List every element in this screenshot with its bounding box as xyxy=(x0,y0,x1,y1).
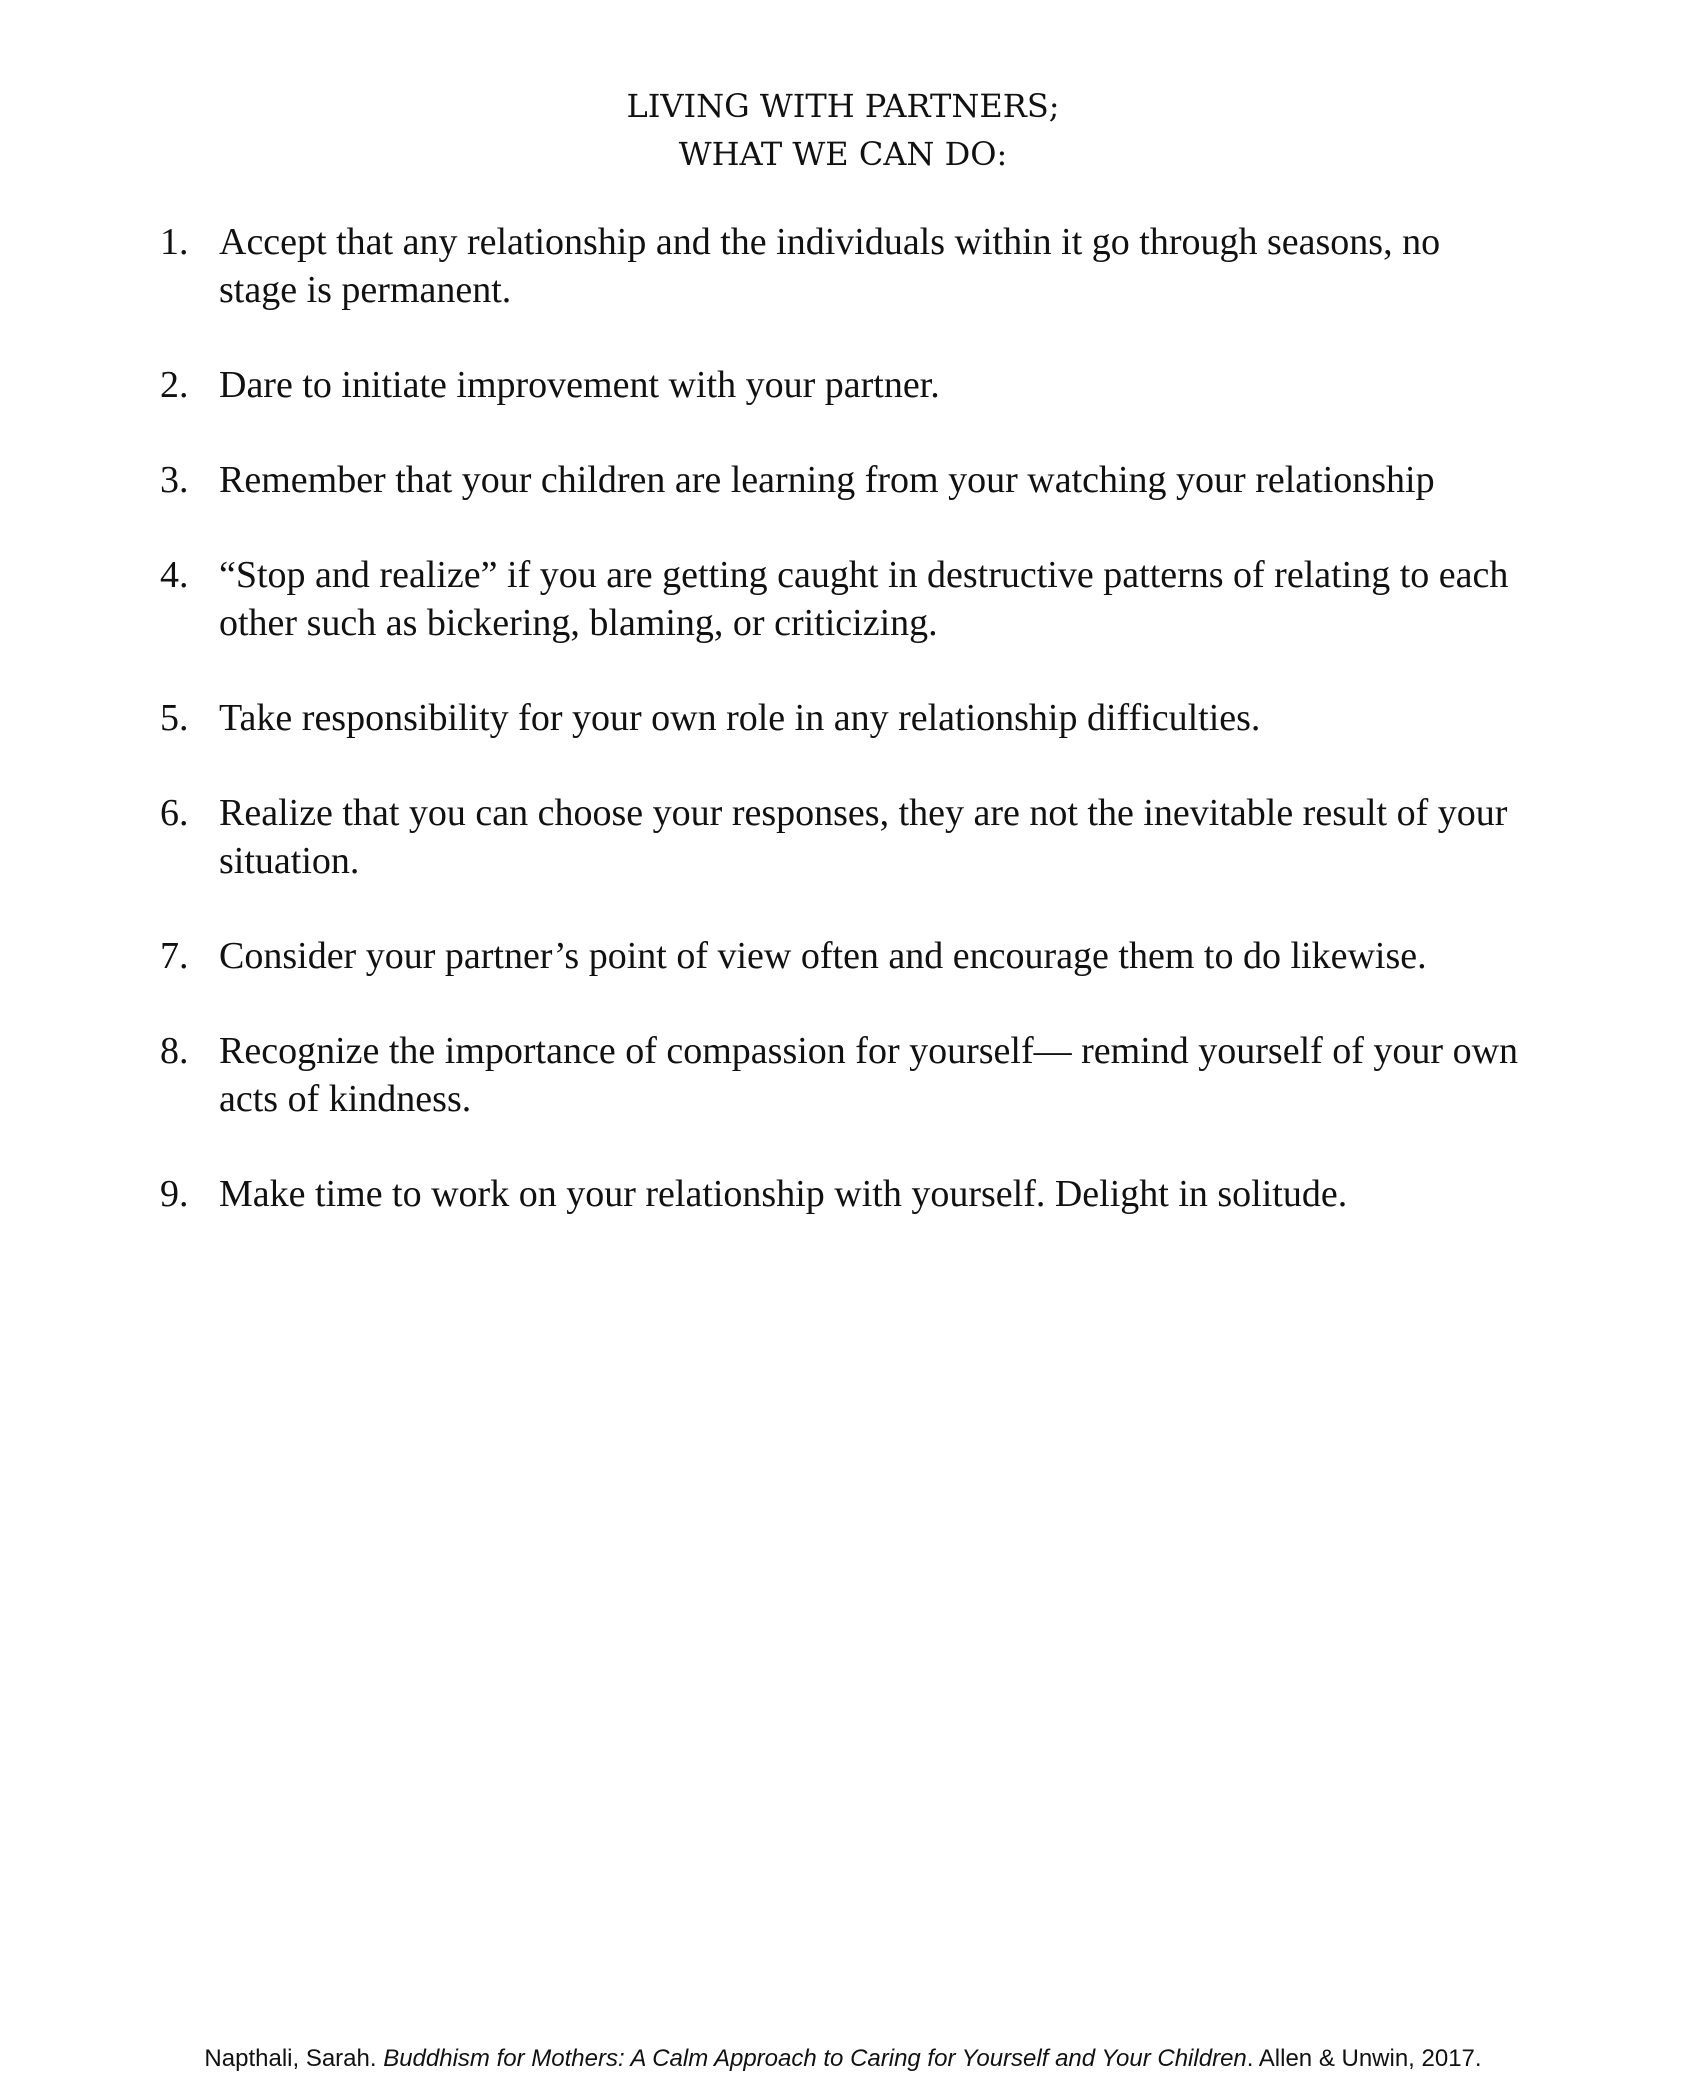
title-line-1: LIVING WITH PARTNERS; xyxy=(626,87,1060,125)
list-item-number: 4. xyxy=(160,554,189,596)
title-line-2: WHAT WE CAN DO: xyxy=(678,135,1008,173)
list-item-text: Accept that any relationship and the individuals within it go through seasons, no stage is permanent. xyxy=(219,221,1441,311)
advice-list xyxy=(160,218,1520,1265)
citation-publisher: . Allen & Unwin, 2017. xyxy=(1246,2045,1482,2072)
list-item xyxy=(160,932,1520,980)
list-item-number: 8. xyxy=(160,1030,189,1072)
list-item-number: 5. xyxy=(160,697,189,739)
list-item-number: 1. xyxy=(160,221,189,263)
list-item-text: Consider your partner’s point of view often and encourage them to do likewise. xyxy=(219,935,1427,977)
citation-author: Napthali, Sarah. xyxy=(204,2045,377,2072)
list-item xyxy=(160,456,1520,504)
list-item xyxy=(160,789,1520,885)
list-item-number: 3. xyxy=(160,459,189,501)
list-item-number: 6. xyxy=(160,792,189,834)
list-item xyxy=(160,694,1520,742)
list-item-number: 9. xyxy=(160,1173,189,1215)
list-item xyxy=(160,551,1520,647)
list-item-number: 2. xyxy=(160,364,189,406)
list-item-text: Recognize the importance of compassion for yourself— remind yourself of your own acts of kindness. xyxy=(219,1030,1519,1120)
page-title xyxy=(0,82,1686,178)
list-item xyxy=(160,1170,1520,1218)
list-item xyxy=(160,218,1520,314)
list-item-text: Dare to initiate improvement with your partner. xyxy=(219,364,940,406)
list-item-number: 7. xyxy=(160,935,189,977)
list-item-text: Make time to work on your relationship with yourself. Delight in solitude. xyxy=(219,1173,1348,1215)
citation-book-title: Buddhism for Mothers: A Calm Approach to Caring for Yourself and Your Children xyxy=(383,2045,1247,2072)
list-item-text: Take responsibility for your own role in any relationship difficulties. xyxy=(219,697,1261,739)
citation-footer xyxy=(0,2044,1686,2074)
list-item xyxy=(160,361,1520,409)
list-item-text: Realize that you can choose your responses, they are not the inevitable result of your situation. xyxy=(219,792,1508,882)
list-item-text: “Stop and realize” if you are getting caught in destructive patterns of relating to each other such as bickering, blaming, or criticizing. xyxy=(219,554,1509,644)
list-item-text: Remember that your children are learning from your watching your relationship xyxy=(219,459,1435,501)
list-item xyxy=(160,1027,1520,1123)
